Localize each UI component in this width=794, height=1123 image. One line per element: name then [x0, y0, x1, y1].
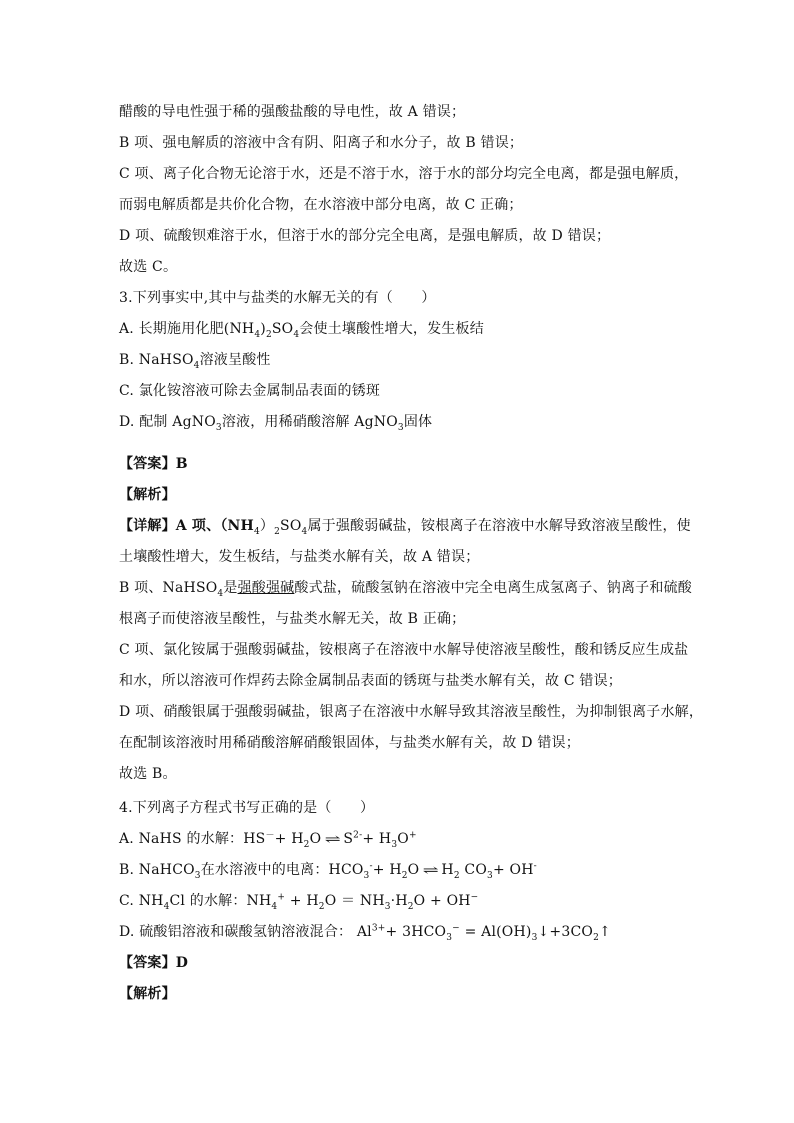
question-3-detail-line: 在配制该溶液时用稀硝酸溶解硝酸银固体，与盐类水解有关，故 D 错误； — [119, 735, 580, 751]
text-line: D 项、硫酸钡难溶于水，但溶于水的部分完全电离，是强电解质，故 D 错误； — [119, 228, 611, 244]
text-line: C 项、离子化合物无论溶于水，还是不溶于水，溶于水的部分均完全电离，都是强电解质， — [119, 166, 689, 182]
question-4-stem: 4.下列离子方程式书写正确的是（ ） — [119, 800, 375, 816]
text-line: B 项、强电解质的溶液中含有阴、阳离子和水分子，故 B 错误； — [119, 135, 524, 151]
text-line: 醋酸的导电性强于稀的强酸盐酸的导电性，故 A 错误； — [119, 104, 466, 120]
equilibrium-arrow: ⇌ — [422, 863, 436, 877]
question-3-detail-line: 故选 B。 — [119, 766, 177, 782]
question-3-option-c: C. 氯化铵溶液可除去金属制品表面的锈斑 — [119, 383, 381, 399]
question-3-option-a: A. 长期施用化肥$(NH_4)_2SO_4$会使土壤酸性增大，发生板结 — [119, 321, 484, 340]
question-3-detail-line: 和水，所以溶液可作焊药去除金属制品表面的锈斑与盐类水解有关，故 C 错误； — [119, 673, 623, 689]
question-3-answer: 【答案】B — [119, 456, 188, 472]
question-3-stem: 3.下列事实中,其中与盐类的水解无关的有（ ） — [119, 290, 436, 306]
question-4-option-d: D. 硫酸铝溶液和碳酸氢钠溶液混合： $Al^{3+}+ 3HCO_3^-$ = $Al(OH)_3↓+3CO_2↑$ — [119, 923, 611, 943]
question-4-option-c: C. $NH_4Cl$ 的水解：$NH_4^+ + H_2O = NH_3\cdot H_2O + OH^-$ — [119, 892, 479, 912]
equilibrium-arrow: ⇌ — [324, 832, 338, 846]
question-3-detail-line: 土壤酸性增大，发生板结，与盐类水解有关，故 A 错误； — [119, 549, 480, 565]
question-4-option-b: B. NaHCO$_3$在水溶液中的电离：$HCO_3^-+ H_2O$ ⇌ $H_2$ $CO_3+ OH^-$ — [119, 861, 537, 881]
question-4-analysis-heading: 【解析】 — [119, 986, 176, 1002]
question-4-option-a: A. NaHS 的水解：$HS^-+ H_2O$ ⇌ $S^{2-}+ H_3O^+$ — [119, 830, 417, 850]
text-line: 故选 C。 — [119, 259, 178, 275]
question-3-detail-line: C 项、氯化铵属于强酸弱碱盐，铵根离子在溶液中水解导使溶液呈酸性，酸和锈反应生成盐 — [119, 642, 689, 658]
question-4-answer: 【答案】D — [119, 955, 189, 971]
question-3-option-d: D. 配制 AgNO$_3$溶液，用稀硝酸溶解 AgNO$_3$固体 — [119, 414, 433, 433]
question-3-detail-line: D 项、硝酸银属于强酸弱碱盐，银离子在溶液中水解导致其溶液呈酸性，为抑制银离子水解， — [119, 704, 704, 720]
question-3-option-b: B. NaHSO$_4$溶液呈酸性 — [119, 352, 271, 371]
question-3-analysis-heading: 【解析】 — [119, 487, 176, 503]
text-line: 而弱电解质都是共价化合物，在水溶液中部分电离，故 C 正确； — [119, 197, 523, 213]
question-3-detail-line: B 项、NaHSO$_4$是强酸强碱酸式盐，硫酸氢钠在溶液中完全电离生成氢离子、钠离子和硫酸 — [119, 580, 692, 599]
question-3-detail-line: 【详解】A 项、$(NH_4)_2SO_4$属于强酸弱碱盐，铵根离子在溶液中水解导致溶液呈酸性，使 — [119, 518, 691, 537]
question-3-detail-line: 根离子而使溶液呈酸性，与盐类水解无关，故 B 正确； — [119, 611, 466, 627]
